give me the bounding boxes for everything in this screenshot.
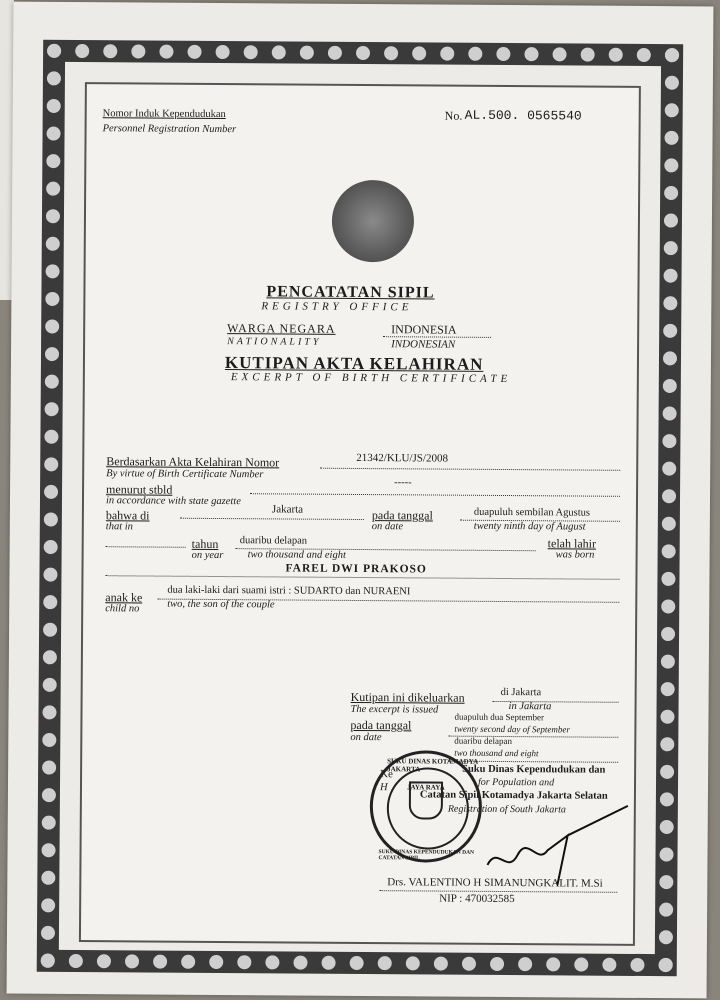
year-value: duaribu delapan	[239, 535, 308, 547]
born-label: telah lahir	[547, 536, 597, 551]
stamp-emblem-text: JAYA RAYA	[406, 783, 445, 792]
place-value: Jakarta	[271, 503, 304, 516]
nik-label-en: Personnel Registration Number	[102, 123, 237, 136]
child-value-en: two, the son of the couple	[167, 598, 275, 611]
office-line2: Catatan Sipil Kotamadya Jakarta Selatan	[419, 789, 608, 802]
number-prefix: No.	[444, 108, 463, 123]
born-label-en: was born	[555, 549, 595, 561]
child-label: anak ke	[105, 590, 143, 605]
stbld-label-en: in accordance with state gazette	[105, 495, 241, 508]
document-title: KUTIPAN AKTA KELAHIRAN	[224, 353, 484, 374]
place-label-en: that in	[105, 521, 133, 533]
place-label: bahwa di	[105, 508, 150, 523]
official-stamp	[369, 750, 482, 863]
date-label: pada tanggal	[371, 508, 433, 523]
issue-date-label: pada tanggal	[350, 717, 412, 733]
date-label-en: on date	[371, 521, 404, 533]
registry-seal	[332, 180, 415, 263]
year-label-en: on year	[191, 549, 224, 562]
year-label: tahun	[191, 536, 219, 552]
stamp-bottom-text: SUKU DINAS KEPENDUDUKAN DAN CATATAN SIPIL	[378, 849, 475, 862]
date-value: duapuluh sembilan Agustus	[473, 506, 591, 519]
stamp-top-text: SUKU DINAS KOTAMADYA JAKARTA	[387, 757, 478, 774]
office-line2-en: Registration of South Jakarta	[447, 803, 566, 816]
head-label: Ke	[380, 768, 393, 781]
issue-date-label-en: on date	[350, 731, 382, 744]
issue-date-value-en: twenty second day of September	[454, 723, 570, 735]
child-name: FAREL DWI PRAKOSO	[285, 562, 427, 576]
issued-at-en: in Jakarta	[508, 701, 552, 713]
document-title-en: EXCERPT OF BIRTH CERTIFICATE	[230, 371, 512, 386]
stbld-value: -----	[394, 477, 412, 489]
date-value-en: twenty ninth day of August	[473, 520, 586, 533]
nationality-label: WARGA NEGARA	[227, 321, 336, 336]
nationality-value: INDONESIA	[391, 322, 457, 337]
head-label-en: H	[379, 782, 388, 794]
stbld-label: menurut stbld	[106, 482, 173, 497]
office-line1-en: for Population and	[477, 776, 555, 789]
certificate-number: AL.500. 0565540	[464, 107, 582, 124]
child-label-en: child no	[105, 603, 140, 615]
official-nip: NIP : 470032585	[439, 892, 515, 906]
nationality-value-en: INDONESIAN	[391, 338, 456, 351]
basis-label: Berdasarkan Akta Kelahiran Nomor	[106, 454, 280, 470]
issued-at: di Jakarta	[500, 686, 542, 699]
year-value-en: two thousand and eight	[247, 549, 346, 561]
basis-value: 21342/KLU/JS/2008	[356, 451, 449, 465]
office-line1: Suku Dinas Kependudukan dan	[462, 763, 606, 776]
nationality-label-en: NATIONALITY	[227, 336, 322, 348]
issue-date-value: duapuluh dua September	[454, 711, 545, 723]
child-value: dua laki-laki dari suami istri : SUDARTO dan NURAENI	[167, 584, 411, 598]
certificate-paper	[7, 2, 714, 999]
basis-label-en: By virtue of Birth Certificate Number	[106, 468, 264, 481]
issue-year-value: duaribu delapan	[454, 735, 513, 747]
office-title: PENCATATAN SIPIL	[266, 283, 435, 302]
official-name: Drs. VALENTINO H SIMANUNGKALIT. M.Si	[387, 876, 603, 890]
nik-label: Nomor Induk Kependudukan	[102, 108, 226, 121]
issued-label-en: The excerpt is issued	[350, 703, 439, 716]
issue-year-value-en: two thousand and eight	[454, 747, 539, 759]
office-title-en: REGISTRY OFFICE	[261, 300, 413, 314]
issued-label: Kutipan ini dikeluarkan	[350, 689, 465, 705]
